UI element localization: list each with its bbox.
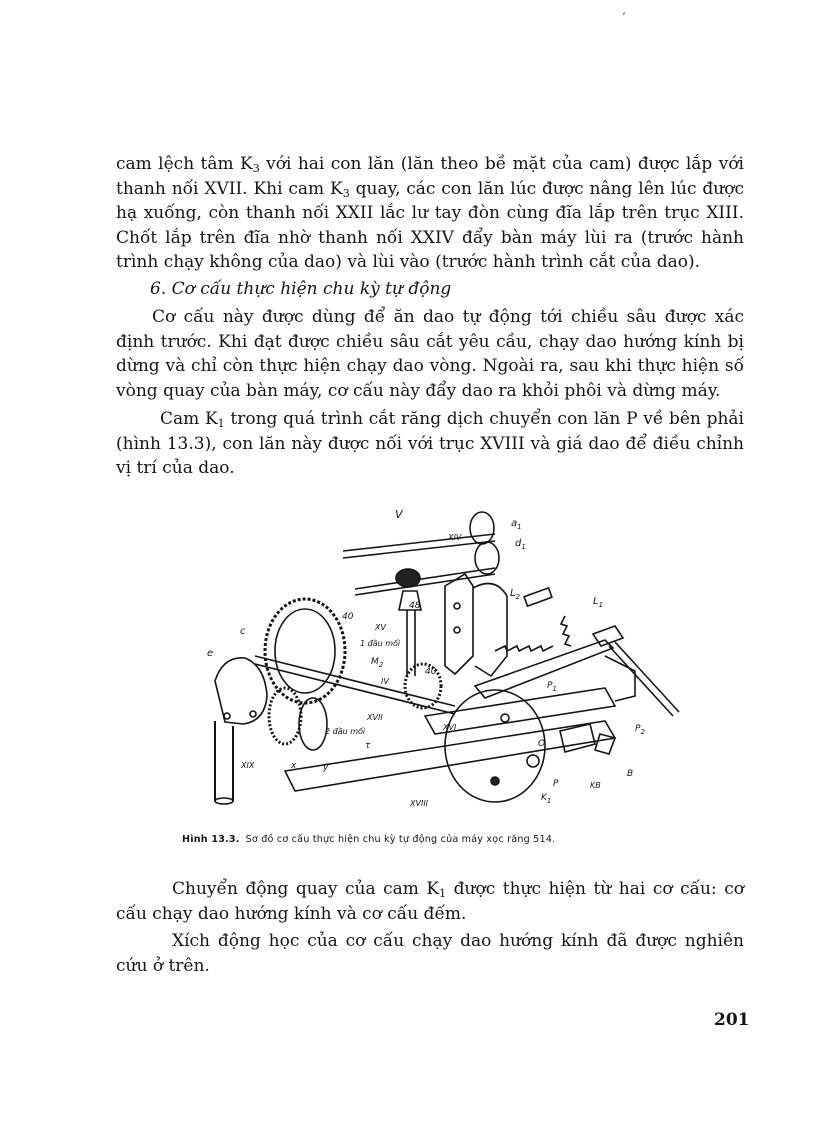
label-xviii: XVIII	[410, 799, 429, 808]
spring-l1	[561, 616, 571, 646]
label-p1: $P_1$	[547, 681, 557, 693]
label-b: B	[627, 769, 634, 779]
label-m2: $M_2$	[371, 657, 384, 669]
label-dau-moi-1: 1 đầu mối	[360, 639, 401, 648]
label-xvii: XVII	[367, 713, 383, 722]
label-e: e	[207, 648, 214, 659]
label-l1: $L_1$	[593, 596, 604, 609]
label-iv: IV	[381, 677, 389, 686]
bracket-hole-2	[454, 627, 460, 633]
gear-a1	[470, 512, 494, 544]
label-xvi: XVI	[443, 723, 457, 732]
lever-bracket	[605, 656, 635, 701]
bracket-arm	[473, 584, 507, 677]
section-heading: 6. Cơ cấu thực hiện chu kỳ tự động	[150, 279, 452, 299]
label-v: V	[395, 508, 403, 521]
bracket	[445, 574, 473, 674]
label-xix: XIX	[241, 761, 255, 770]
label-kb: KB	[590, 781, 601, 790]
label-d1: $d_1$	[515, 538, 526, 551]
label-40-top: 40	[342, 612, 354, 622]
label-48: 48	[409, 601, 421, 611]
rod-xix-end	[215, 798, 233, 804]
label-a1: $a_1$	[511, 518, 522, 531]
label-p: P	[553, 779, 559, 789]
shaft-v-edge	[343, 541, 495, 558]
scan-speck: ʼ	[622, 12, 626, 23]
spring-block	[524, 588, 552, 606]
label-xiv-top: XIV	[448, 533, 462, 542]
figure-caption: Hình 13.3. Sơ đồ cơ cấu thực hiện chu kỳ tự động của máy xọc răng 514.	[182, 834, 556, 845]
shaft-xiv-edge	[355, 574, 495, 595]
worm-wheel-40	[265, 599, 345, 703]
paragraph-kinematic-chain: Xích động học của cơ cấu chạy dao hướng kính đã được nghiên cứu ở trên.	[116, 931, 744, 976]
roller-p	[527, 755, 539, 767]
label-dau-moi-2: 2 đầu mối	[325, 727, 366, 736]
paragraph-mechanism-purpose: Cơ cấu này được dùng để ăn dao tự động tới chiều sâu được xác định trước. Khi đạt được chiều sâu cắt yêu cầu, chạy dao hướng kính bị dừng và chỉ còn thực hiện chạy dao vòng. Ngoài ra, sau khi thực hiện số vòng quay của bàn máy, cơ cấu này đẩy dao ra khỏi phôi và dừng máy.	[116, 307, 744, 401]
bracket-hole-1	[454, 603, 460, 609]
paragraph-cam-k1-rotation: Chuyển động quay của cam $K_1$ được thực hiện từ hai cơ cấu: cơ cấu chạy dao hướng kính và cơ cấu đếm.	[116, 879, 744, 924]
label-x: x	[291, 761, 297, 771]
label-c: c	[240, 626, 246, 637]
rod-p2-edge	[615, 642, 679, 712]
figure-13-3-mechanism-diagram	[195, 506, 695, 826]
block-kb	[560, 724, 595, 752]
label-40-mid: 40	[425, 667, 437, 677]
spring-l2	[495, 646, 553, 651]
gear-y	[299, 698, 327, 750]
label-y: y	[323, 763, 329, 773]
page-number: 201	[714, 1010, 750, 1030]
label-o: O	[538, 739, 546, 749]
worm-wheel-hub	[275, 609, 335, 693]
cam-e-pin-2	[250, 711, 256, 717]
cam-e-pin	[224, 713, 230, 719]
label-tau: τ	[365, 741, 371, 751]
rod-p2	[609, 646, 673, 716]
gear-x	[269, 688, 301, 744]
plate-screw-1	[501, 714, 509, 722]
cam-e	[215, 658, 267, 724]
label-l2: $L_2$	[510, 588, 521, 601]
block-b	[595, 734, 615, 754]
main-shaft	[255, 656, 455, 706]
paragraph-cam-k1: Cam $K_1$ trong quá trình cắt răng dịch chuyển con lăn P về bên phải (hình 13.3), con lăn này được nối với trục XVIII và giá dao để điều chỉnh vị trí của dao.	[116, 409, 744, 479]
shaft-xiv	[355, 568, 495, 589]
bevel-gear-48	[396, 569, 420, 587]
label-k1: $K_1$	[541, 793, 552, 805]
paragraph-cam-k3: cam lệch tâm $K_3$ với hai con lăn (lăn theo bề mặt của cam) được lắp với thanh nối XVII. Khi cam $K_3$ quay, các con lăn lúc được nâng lên lúc được hạ xuống, còn thanh nối XXII lắc lư tay đòn cùng đĩa lắp trên trục XIII. Chốt lắp trên đĩa nhờ thanh nối XXIV đẩy bàn máy lùi ra (trước hành trình chạy không của dao) và lùi vào (trước hành trình cắt của dao).	[116, 154, 744, 273]
label-p2: $P_2$	[635, 724, 645, 736]
plate-screw-2	[491, 777, 499, 785]
label-xv: XV	[375, 623, 386, 632]
